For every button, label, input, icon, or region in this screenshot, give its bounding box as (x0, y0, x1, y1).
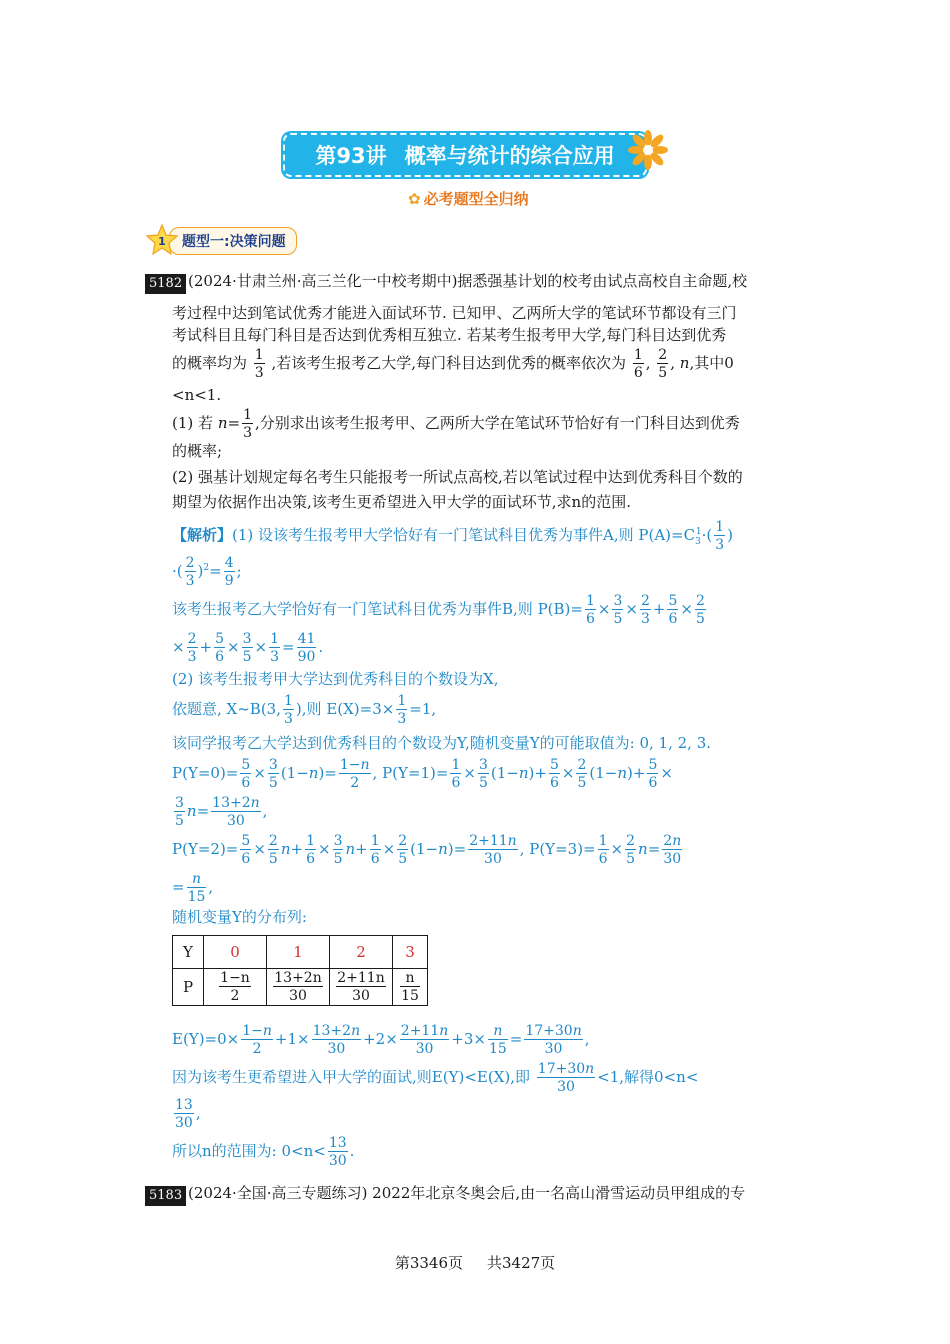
fraction: $\frac{41}{90}$ (297, 631, 316, 665)
table-row (173, 936, 428, 969)
fraction: $\frac{2}{5}$ (626, 833, 636, 867)
fraction: $\frac{n}{15}$ (187, 871, 206, 905)
fraction: $\frac{2}{5}$ (658, 347, 668, 381)
question-2-line-1: (2) 强基计划规定每名考生只能报考一所试点高校,若以笔试过程中达到优秀科目个数的 (172, 468, 743, 486)
table-cell (393, 969, 428, 1006)
lecture-number: 第93讲 (315, 144, 387, 168)
text: 依题意, X~B (172, 700, 261, 718)
solution-tag: 【解析】 (172, 526, 233, 544)
solution-line-6: 依题意, X~B(3, $\frac{1}{3}$ ),则 E(X)=3× $\frac{1}{3}$ =1, (172, 693, 437, 727)
numerator: 13+2n (274, 970, 322, 986)
fraction: $\frac{1}{6}$ (585, 593, 595, 627)
fraction: $\frac{1}{3}$ (283, 693, 293, 727)
fraction: $\frac{1}{6}$ (633, 347, 643, 381)
fraction: $\frac{13+2n}{30}$ (212, 795, 260, 829)
text: 该考生报考乙大学恰好有一门笔试科目优秀为事件B,则 (172, 600, 533, 618)
text: 的概率均为 (172, 354, 248, 372)
solution-line-3: 该考生报考乙大学恰好有一门笔试科目优秀为事件B,则 P(B)= $\frac{1}{6}$ × $\frac{3}{5}$ × $\frac{2}{3}$ + $\frac{5}{6}$ × $\frac{2}{5}$ (172, 593, 705, 627)
text: 因为该考生更希望进入甲大学的面试,则E(Y)<E(X),即 (172, 1068, 530, 1086)
star-badge-icon (145, 224, 179, 256)
text: 所以n的范围为: 0<n< (172, 1142, 326, 1160)
fraction: $\frac{13}{30}$ (175, 1097, 193, 1131)
fraction: $\frac{2}{3}$ (640, 593, 650, 627)
question-1: (1) 若 n= $\frac{1}{3}$ ,分别求出该考生报考甲、乙两所大学在笔试环节恰好有一门科目达到优秀 (172, 407, 740, 441)
problem-line-4: 的概率均为 $\frac{1}{3}$ ,若该考生报考乙大学,每门科目达到优秀的概率依次为 $\frac{1}{6}$ , $\frac{2}{5}$ , n,其中0 (172, 347, 734, 381)
fraction: $\frac{3}{5}$ (333, 833, 343, 867)
page-footer (0, 1252, 950, 1273)
fraction: $\frac{17+30n}{30}$ (537, 1061, 595, 1095)
table-cell: 1 (267, 936, 330, 969)
numerator: n (400, 971, 420, 987)
distribution-table (172, 935, 428, 1006)
solution-line-7: 该同学报考乙大学达到优秀科目的个数设为Y,随机变量Y的可能取值为: 0, 1, 2, 3. (172, 734, 712, 752)
fraction: $\frac{1}{6}$ (306, 833, 315, 867)
fraction: $\frac{2n}{30}$ (663, 833, 682, 867)
solution-line-15: $\frac{13}{30}$ , (175, 1097, 201, 1131)
fraction: $\frac{13}{30}$ (328, 1135, 347, 1169)
text: <1,解得0<n< (597, 1068, 699, 1086)
section-badge-number: 1 (158, 235, 166, 248)
fraction: $\frac{1}{3}$ (270, 631, 279, 665)
table-header-p: P (173, 969, 204, 1006)
lecture-title: 概率与统计的综合应用 (404, 144, 615, 168)
fraction: $\frac{2}{5}$ (577, 757, 587, 791)
gear-icon: ✿ (408, 190, 421, 208)
subtitle-text: 必考题型全归纳 (423, 190, 529, 208)
fraction: $\frac{5}{6}$ (241, 757, 251, 791)
fraction: $\frac{3}{5}$ (478, 757, 488, 791)
flower-icon (628, 130, 668, 170)
text: (1) 设该考生报考甲大学恰好有一门笔试科目优秀为事件A,则 (232, 526, 634, 544)
problem-line-1: (2024·甘肃兰州·高三兰化一中校考期中)据悉强基计划的校考由试点高校自主命题,校 (188, 272, 748, 290)
page-number: 第3346页 (394, 1254, 463, 1272)
solution-line-16: 所以n的范围为: 0<n< $\frac{13}{30}$ . (172, 1135, 355, 1169)
fraction: $\frac{5}{6}$ (648, 757, 658, 791)
fraction: $\frac{13+2n}{30}$ (312, 1023, 361, 1057)
fraction: $\frac{3}{5}$ (268, 757, 278, 791)
solution-line-11: = $\frac{n}{15}$ , (172, 871, 214, 905)
fraction (336, 971, 385, 1003)
problem-5183-text: (2024·全国·高三专题练习) 2022年北京冬奥会后,由一名高山滑雪运动员甲组成的专 (188, 1184, 746, 1202)
fraction: $\frac{3}{5}$ (242, 631, 252, 665)
fraction: $\frac{1}{6}$ (370, 833, 380, 867)
table-cell: 3 (393, 936, 428, 969)
fraction: $\frac{n}{15}$ (488, 1023, 507, 1057)
fraction (273, 971, 322, 1003)
numerator: 2+11n (337, 970, 385, 986)
text: (1) 若 (172, 414, 214, 432)
question-1-cont: 的概率; (172, 442, 223, 460)
problem-line-3: 考试科目且每门科目是否达到优秀相互独立. 若某考生报考甲大学,每门科目达到优秀 (172, 326, 727, 344)
subtitle (408, 188, 529, 209)
page-total: 共3427页 (487, 1254, 556, 1272)
fraction: $\frac{2}{5}$ (268, 833, 278, 867)
fraction: $\frac{4}{9}$ (224, 555, 234, 589)
fraction: $\frac{1}{3}$ (715, 519, 725, 553)
fraction (219, 971, 251, 1003)
solution-line-5: (2) 该考生报考甲大学达到优秀科目的个数设为X, (172, 670, 499, 688)
table-cell: 0 (204, 936, 267, 969)
solution-line-13: E(Y)=0× $\frac{1-n}{2}$ +1× $\frac{13+2n}{30}$ +2× $\frac{2+11n}{30}$ +3× $\frac{n}{15}$ = $\frac{17+30n}{30}$ , (172, 1023, 590, 1057)
fraction: $\frac{2}{3}$ (185, 555, 195, 589)
problem-line-2: 考过程中达到笔试优秀才能进入面试环节. 已知甲、乙两所大学的笔试环节都设有三门 (172, 304, 737, 322)
fraction: $\frac{5}{6}$ (241, 833, 251, 867)
problem-line-5: <n<1. (172, 386, 222, 404)
fraction: $\frac{2+11n}{30}$ (469, 833, 517, 867)
fraction: $\frac{2}{5}$ (695, 593, 705, 627)
fraction: $\frac{1}{3}$ (243, 407, 252, 441)
fraction: $\frac{3}{5}$ (613, 593, 623, 627)
fraction (400, 971, 420, 1003)
table-cell (204, 969, 267, 1006)
fraction: $\frac{3}{5}$ (175, 795, 184, 829)
table-cell: 2 (330, 936, 393, 969)
fraction: $\frac{5}{6}$ (549, 757, 559, 791)
fraction: $\frac{1}{3}$ (254, 347, 264, 381)
fraction: $\frac{1-n}{2}$ (242, 1023, 272, 1057)
table-header-y: Y (173, 936, 204, 969)
text: ,若该考生报考乙大学,每门科目达到优秀的概率依次为 (271, 354, 627, 372)
fraction: $\frac{17+30n}{30}$ (525, 1023, 582, 1057)
solution-line-8: P(Y=0)= $\frac{5}{6}$ × $\frac{3}{5}$ (1−n)= $\frac{1-n}{2}$ , P(Y=1)= $\frac{1}{6}$ × $\frac{3}{5}$ (1−n)+ $\frac{5}{6}$ × $\frac{2}{5}$ (1−n)+ $\frac{5}{6}$ × (172, 757, 673, 791)
solution-line-4: × $\frac{2}{3}$ + $\frac{5}{6}$ × $\frac{3}{5}$ × $\frac{1}{3}$ = $\frac{41}{90}$ . (172, 631, 324, 665)
question-2-line-2: 期望为依据作出决策,该考生更希望进入甲大学的面试环节,求n的范围. (172, 493, 631, 511)
fraction: $\frac{1}{3}$ (397, 693, 407, 727)
denominator: 2 (230, 988, 240, 1004)
text: ,其中0 (689, 354, 734, 372)
numerator: 1−n (220, 970, 250, 986)
table-cell (267, 969, 330, 1006)
solution-line-10: P(Y=2)= $\frac{5}{6}$ × $\frac{2}{5}$ n+ $\frac{1}{6}$ × $\frac{3}{5}$ n+ $\frac{1}{6}$ × $\frac{2}{5}$ (1−n)= $\frac{2+11n}{30}$ , P(Y=3)= $\frac{1}{6}$ × $\frac{2}{5}$ n= $\frac{2n}{30}$ (172, 833, 682, 867)
denominator: 15 (401, 988, 419, 1004)
section-label: 题型一:决策问题 (169, 227, 297, 255)
fraction: $\frac{5}{6}$ (668, 593, 678, 627)
solution-line-14 (172, 1062, 698, 1094)
lecture-title-banner (283, 133, 647, 177)
table-cell (330, 969, 393, 1006)
solution-line-1: 【解析】(1) 设该考生报考甲大学恰好有一门笔试科目优秀为事件A,则 $P(A)=C_3^1\cdot$( $\frac{1}{3}$ ) (172, 519, 733, 553)
text: ,分别求出该考生报考甲、乙两所大学在笔试环节恰好有一门科目达到优秀 (254, 414, 740, 432)
table-row (173, 969, 428, 1006)
text: ,则 (301, 700, 322, 718)
denominator: 30 (352, 988, 370, 1004)
problem-number-5183: 5183 (145, 1186, 186, 1206)
fraction: $\frac{2}{3}$ (187, 631, 197, 665)
fraction: $\frac{5}{6}$ (215, 631, 224, 665)
fraction: $\frac{1}{6}$ (451, 757, 461, 791)
problem-number-5182: 5182 (145, 274, 186, 294)
denominator: 30 (289, 988, 307, 1004)
solution-line-12: 随机变量Y的分布列: (172, 908, 307, 926)
fraction: $\frac{1-n}{2}$ (339, 757, 370, 791)
fraction: $\frac{1}{6}$ (598, 833, 608, 867)
fraction: $\frac{2+11n}{30}$ (400, 1023, 449, 1057)
fraction: $\frac{2}{5}$ (398, 833, 408, 867)
solution-line-2: ·( $\frac{2}{3}$ )$^2$= $\frac{4}{9}$ ; (172, 555, 242, 589)
solution-line-9: $\frac{3}{5}$ n= $\frac{13+2n}{30}$ , (175, 795, 268, 829)
